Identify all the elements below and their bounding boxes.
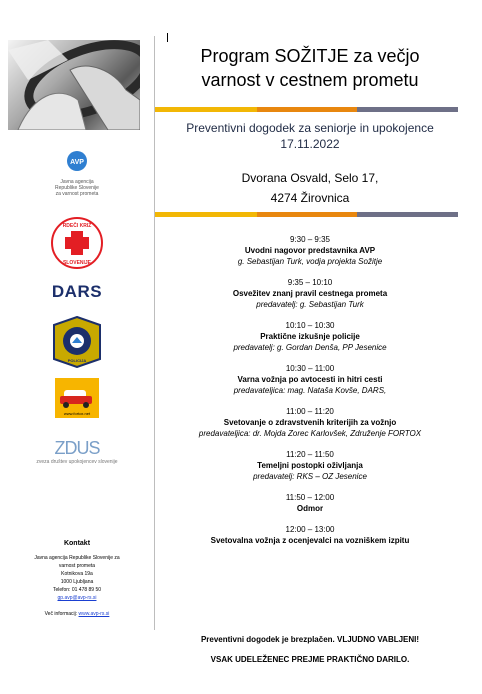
page-title — [160, 44, 460, 92]
schedule-topic: Temeljni postopki oživljanja — [257, 461, 363, 470]
subtitle-line: Preventivni dogodek za seniorje in upokojence — [186, 121, 434, 135]
schedule-time: 10:10 – 10:30 — [285, 321, 335, 330]
contact-email-link[interactable]: gp.avp@avp-rs.si — [57, 595, 97, 601]
footer-line: Preventivni dogodek je brezplačen. VLJUDNO VABLJENI! — [200, 635, 420, 644]
avp-caption-line: Republike Slovenije — [55, 185, 99, 191]
text-cursor — [167, 33, 168, 42]
schedule-item — [160, 524, 460, 546]
dars-wordmark: DARS — [51, 282, 103, 301]
title-line: varnost v cestnem prometu — [201, 70, 419, 90]
fortox-car-icon — [0, 378, 154, 418]
venue-line: 4274 Žirovnica — [270, 191, 350, 205]
contact-line: Kotnikova 19a — [61, 571, 93, 577]
schedule-speaker: g. Sebastijan Turk, vodja projekta Sožitje — [237, 257, 383, 266]
avp-caption-line: Javna agencija — [60, 179, 94, 185]
event-subtitle — [160, 120, 460, 152]
schedule-topic: Uvodni nagovor predstavnika AVP — [244, 246, 376, 255]
svg-text:SLOVENIJE: SLOVENIJE — [62, 260, 92, 266]
hands-on-steering-wheel-photo — [8, 40, 140, 130]
zdus-wordmark: ZDUS — [54, 438, 100, 458]
color-stripe-top — [155, 107, 458, 112]
svg-text:RDEČI KRIŽ: RDEČI KRIŽ — [62, 223, 92, 229]
red-cross-logo — [0, 216, 154, 275]
schedule-topic: Osvežitev znanj pravil cestnega prometa — [232, 289, 388, 298]
schedule — [160, 234, 460, 556]
schedule-topic: Svetovanje o zdravstvenih kriterijih za vožnjo — [223, 418, 397, 427]
schedule-item — [160, 406, 460, 439]
schedule-speaker: predavatelj: g. Sebastijan Turk — [256, 300, 364, 309]
avp-circle-icon — [0, 150, 154, 172]
schedule-time: 11:50 – 12:00 — [285, 493, 335, 502]
police-logo — [0, 316, 154, 373]
footer-line: VSAK UDELEŽENEC PREJME PRAKTIČNO DARILO. — [210, 655, 410, 664]
sidebar — [0, 0, 154, 694]
svg-text:www.fortox.net: www.fortox.net — [63, 411, 91, 416]
schedule-speaker: predavatelj: g. Gordan Denša, PP Jesenice — [233, 343, 387, 352]
svg-text:AVP: AVP — [70, 159, 84, 166]
schedule-item — [160, 449, 460, 482]
sidebar-divider — [154, 36, 155, 630]
contact-line: varnost prometa — [58, 563, 96, 569]
venue-line: Dvorana Osvald, Selo 17, — [241, 171, 379, 185]
color-stripe-bottom — [155, 212, 458, 217]
fortox-logo — [0, 378, 154, 423]
avp-logo — [0, 150, 154, 197]
contact-line: Javna agencija Republike Slovenije za — [34, 555, 120, 561]
schedule-time: 9:35 – 10:10 — [287, 278, 333, 287]
contact-title: Kontakt — [63, 540, 91, 547]
schedule-speaker: predavateljica: mag. Nataša Kovše, DARS, — [233, 386, 387, 395]
contact-block — [14, 540, 140, 618]
avp-caption-line: za varnost prometa — [55, 191, 99, 197]
police-badge-icon — [0, 316, 154, 368]
schedule-time: 11:00 – 11:20 — [286, 407, 334, 416]
footer-note — [160, 634, 460, 666]
website-link[interactable]: www.avp-rs.si — [78, 611, 110, 617]
schedule-time: 11:20 – 11:50 — [286, 450, 334, 459]
schedule-speaker: predavatelj: RKS – OZ Jesenice — [253, 472, 367, 481]
svg-text:POLICIJA: POLICIJA — [67, 358, 87, 363]
contact-line: Telefon: 01 478 89 50 — [52, 587, 102, 593]
event-date: 17.11.2022 — [280, 137, 340, 151]
title-line: Program SOŽITJE za večjo — [200, 46, 420, 66]
red-cross-icon — [0, 216, 154, 270]
schedule-time: 10:30 – 11:00 — [285, 364, 335, 373]
schedule-item — [160, 234, 460, 267]
schedule-time: 9:30 – 9:35 — [289, 235, 331, 244]
schedule-speaker: predavateljica: dr. Mojda Zorec Karlovšek, Združenje FORTOX — [198, 429, 422, 438]
schedule-item — [160, 277, 460, 310]
zdus-caption: zveza društev upokojencev slovenije — [36, 459, 118, 465]
schedule-topic: Svetovalna vožnja z ocenjevalci na vozniškem izpitu — [210, 536, 410, 545]
schedule-item — [160, 320, 460, 353]
schedule-topic: Praktične izkušnje policije — [260, 332, 360, 341]
event-venue — [160, 168, 460, 208]
schedule-topic: Varna vožnja po avtocesti in hitri cesti — [237, 375, 383, 384]
dars-logo — [0, 282, 154, 302]
schedule-item — [160, 492, 460, 514]
schedule-topic: Odmor — [296, 504, 324, 513]
schedule-item — [160, 363, 460, 396]
contact-line: 1000 Ljubljana — [60, 579, 94, 585]
zdus-logo — [0, 438, 154, 465]
schedule-time: 12:00 – 13:00 — [285, 525, 335, 534]
more-info-label: Več informacij: — [44, 611, 79, 617]
